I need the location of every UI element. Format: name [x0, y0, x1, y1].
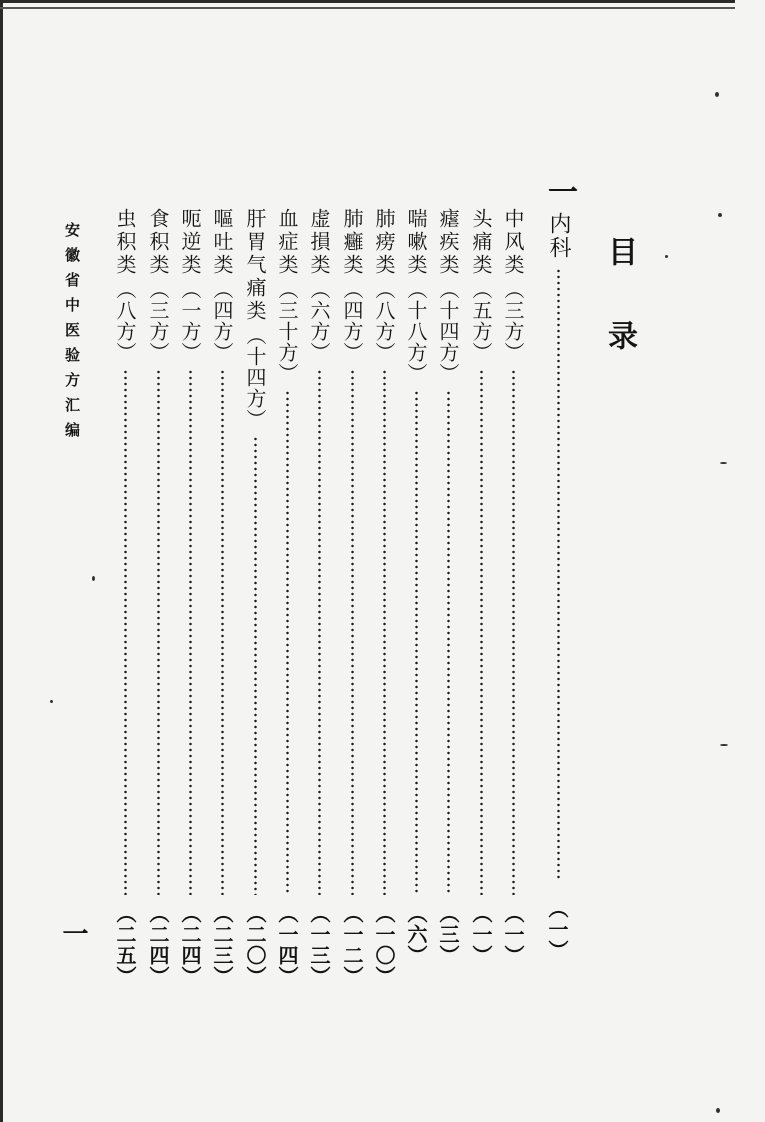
toc-entry-page: （一四）	[275, 903, 299, 987]
toc-entry-page: （二四）	[178, 903, 202, 987]
toc-leader-dots	[286, 390, 289, 895]
scan-speck	[716, 1108, 720, 1113]
title-char-lu: 录	[602, 320, 637, 350]
toc-entry-page: （二〇）	[243, 903, 267, 987]
toc-leader-dots	[383, 369, 386, 895]
title-char-mu: 目	[602, 236, 637, 266]
section-label: 内科	[546, 212, 571, 260]
toc-entry-page: （二五）	[113, 903, 137, 987]
toc-entry-page: （三）	[436, 903, 460, 966]
toc-entry-name: 瘧疾类	[436, 208, 460, 277]
toc-entry-name: 中风类	[501, 208, 525, 277]
toc-entry-page: （一）	[469, 903, 493, 966]
toc-entry-count: （一方）	[178, 279, 202, 363]
toc-leader-dots	[221, 369, 224, 895]
toc-entry-name: 呃逆类	[178, 208, 202, 277]
toc-entry-count: （八方）	[372, 279, 396, 363]
scan-speck	[718, 213, 722, 217]
toc-entry-page: （一三）	[307, 903, 331, 987]
toc-entry-page: （一二）	[340, 903, 364, 987]
scan-speck	[720, 744, 728, 746]
scan-speck	[50, 700, 53, 703]
toc-entry-name: 肝胃气痛类	[243, 208, 267, 323]
toc-entry-name: 喘嗽类	[404, 208, 428, 277]
toc-entry-page: （一〇）	[372, 903, 396, 987]
toc-entry-count: （十八方）	[404, 279, 428, 384]
toc-entry-name: 食积类	[146, 208, 170, 277]
page-edge-top	[0, 0, 735, 3]
toc-entry-name: 虚損类	[307, 208, 331, 277]
toc-entry-name: 肺痨类	[372, 208, 396, 277]
toc-entry-page: （六）	[404, 903, 428, 966]
toc-entry-name: 肺癰类	[340, 208, 364, 277]
toc-leader-dots	[447, 390, 450, 895]
toc-entry-page: （二四）	[146, 903, 170, 987]
toc-entry-count: （三方）	[501, 279, 525, 363]
toc-entry-page: （一）	[501, 903, 525, 966]
toc-leader-dots	[157, 369, 160, 895]
toc-entry-count: （十四方）	[243, 325, 267, 430]
toc-leader-dots	[351, 369, 354, 895]
toc-entry-count: （三十方）	[275, 279, 299, 384]
scan-speck	[665, 255, 668, 258]
toc-entry-page: （二三）	[210, 903, 234, 987]
toc-entry-name: 虫积类	[113, 208, 137, 277]
toc-leader-dots	[189, 369, 192, 895]
toc-entry-name: 血症类	[275, 208, 299, 277]
toc-leader-dots	[124, 369, 127, 895]
toc-entry-name: 嘔吐类	[210, 208, 234, 277]
section-leader-dots	[557, 268, 560, 880]
toc-entry-name: 头痛类	[469, 208, 493, 277]
toc-leader-dots	[512, 369, 515, 895]
toc-entry-count: （三方）	[146, 279, 170, 363]
toc-leader-dots	[318, 369, 321, 895]
scan-speck	[715, 92, 719, 97]
scan-speck	[720, 462, 727, 464]
toc-entry-count: （八方）	[113, 279, 137, 363]
toc-entry-count: （六方）	[307, 279, 331, 363]
scan-speck	[92, 576, 95, 581]
toc-leader-dots	[415, 390, 418, 895]
section-number: 一	[542, 176, 577, 206]
page-folio: 一	[58, 920, 88, 946]
toc-entry-count: （十四方）	[436, 279, 460, 384]
toc-leader-dots	[480, 369, 483, 895]
side-book-title: 安徽省中医验方汇编	[63, 222, 81, 447]
section-page-ref: （一）	[545, 898, 569, 961]
page-edge-top-inner	[0, 7, 735, 9]
toc-entry-count: （四方）	[210, 279, 234, 363]
page-edge-left	[0, 0, 3, 1122]
toc-entry-count: （五方）	[469, 279, 493, 363]
toc-leader-dots	[254, 436, 257, 895]
toc-entry-count: （四方）	[340, 279, 364, 363]
